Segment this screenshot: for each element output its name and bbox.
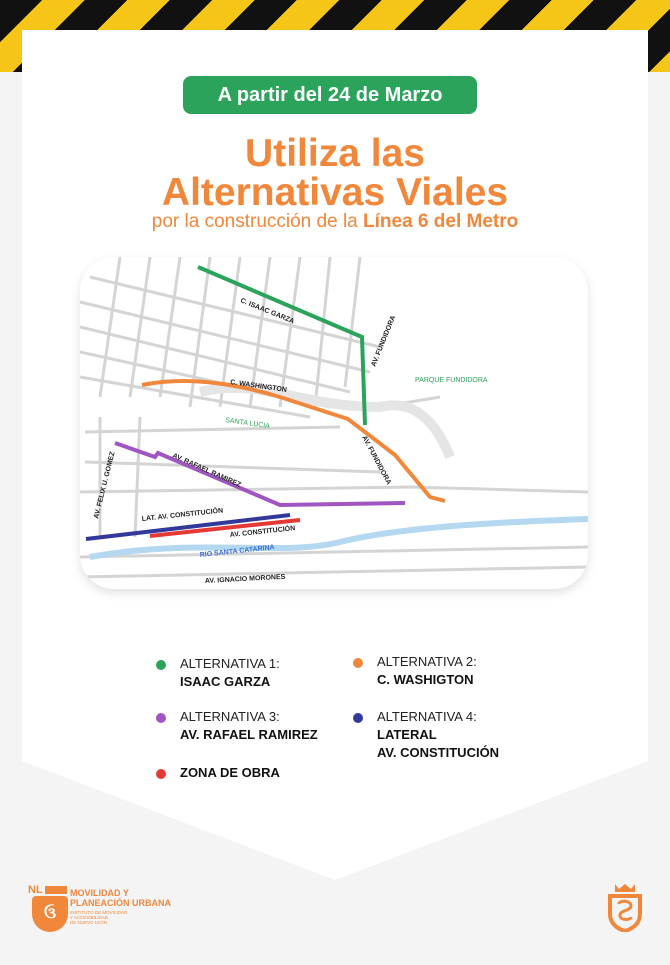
org-name: MOVILIDAD Y PLANEACIÓN URBANA: [70, 888, 171, 908]
date-pill: [183, 76, 477, 114]
label-constitucion: AV. CONSTITUCIÓN: [229, 525, 296, 539]
legend-sub: C. WASHIGTON: [377, 672, 474, 687]
label-rafael-ramirez: AV. RAFAEL RAMIREZ: [171, 452, 242, 489]
route-map: [80, 257, 588, 589]
label-fundidora-bottom: AV. FUNDIDORA: [360, 434, 392, 487]
label-rio: RIO SANTA CATARINA: [199, 544, 275, 559]
nl-mark: NL: [28, 884, 43, 896]
label-parque: PARQUE FUNDIDORA: [415, 377, 488, 384]
legend-sub: AV. RAFAEL RAMIREZ: [180, 727, 318, 742]
legend-sub: LATERAL AV. CONSTITUCIÓN: [377, 727, 500, 760]
legend-item-5: [156, 764, 280, 782]
legend-title: ALTERNATIVA 2:: [377, 654, 477, 669]
legend-title: ALTERNATIVA 1:: [180, 656, 280, 671]
label-isaac-garza: C. ISAAC GARZA: [239, 297, 296, 326]
map-svg: [80, 257, 588, 589]
label-lat-constitucion: LAT. AV. CONSTITUCIÓN: [141, 507, 224, 523]
subtitle: [0, 211, 670, 233]
label-washington: C. WASHINGTON: [229, 379, 288, 394]
label-morones: AV. IGNACIO MORONES: [204, 573, 286, 585]
title-line-2: Alternativas Viales: [161, 171, 509, 214]
legend-item-4: [353, 708, 499, 762]
legend-sub: ZONA DE OBRA: [180, 765, 280, 780]
legend-dot-green: [156, 660, 166, 670]
legend-item-1: [156, 655, 280, 691]
legend-sub: ISAAC GARZA: [180, 674, 271, 689]
legend-dot-orange: [353, 658, 363, 668]
nl-shield-logo: [606, 882, 644, 932]
legend-dot-purple: [156, 713, 166, 723]
legend-dot-blue: [353, 713, 363, 723]
title-line-1: Utiliza las: [245, 132, 425, 175]
shield-icon: ઉ: [32, 896, 68, 932]
subtitle-bold: Línea 6 del Metro: [363, 211, 519, 232]
date-text: A partir del 24 de Marzo: [217, 83, 443, 106]
label-santa-lucia: SANTA LUCIA: [224, 417, 271, 431]
legend-dot-red: [156, 769, 166, 779]
label-fundidora-top: AV. FUNDIDORA: [370, 314, 398, 368]
route-rafael-ramirez: [115, 443, 405, 505]
legend-title: ALTERNATIVA 3:: [180, 709, 280, 724]
legend-item-2: [353, 653, 477, 689]
legend-item-3: [156, 708, 318, 744]
crown-icon: [45, 886, 67, 894]
movilidad-logo: [28, 884, 198, 932]
subtitle-prefix: por la construcción de la: [151, 211, 364, 232]
legend-title: ALTERNATIVA 4:: [377, 709, 477, 724]
label-felix-gomez: AV. FELIX U. GOMEZ: [93, 450, 117, 520]
org-sub: INSTITUTO DE MOVILIDAD Y ACCESIBILIDAD DE NUEVO LEÓN: [70, 910, 128, 925]
